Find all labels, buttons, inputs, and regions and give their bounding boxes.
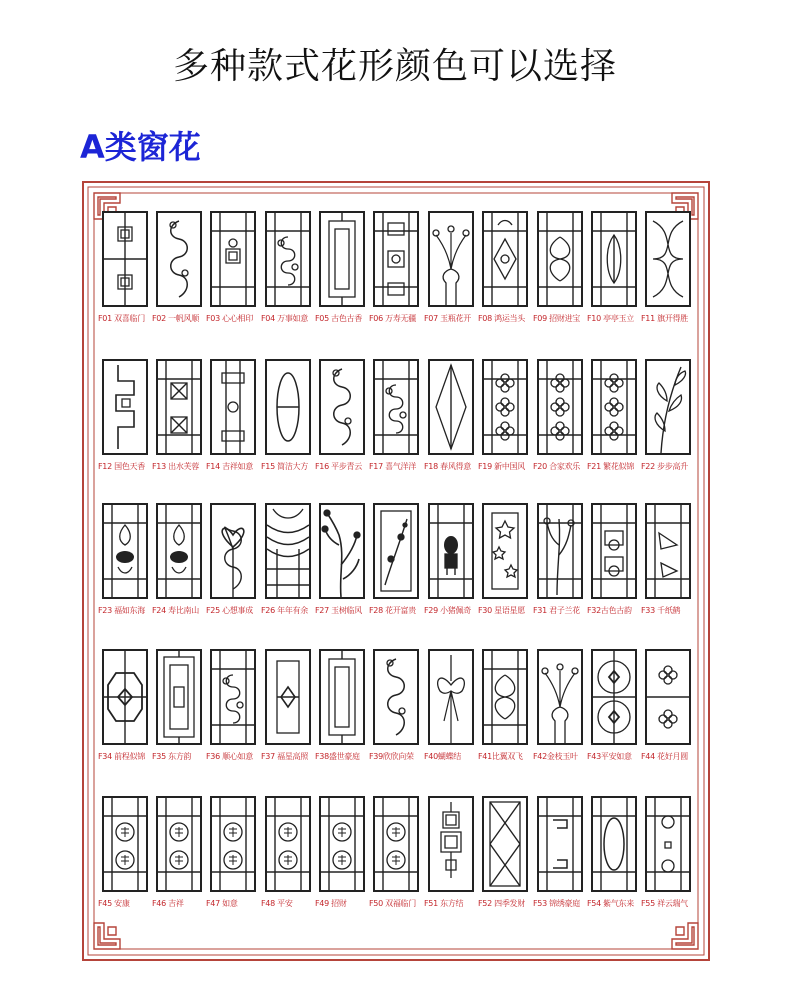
bow-pattern-icon xyxy=(428,649,474,745)
blocks-grid-pattern-icon xyxy=(591,503,637,599)
headline: 多种款式花形颜色可以选择 xyxy=(172,46,617,87)
pattern-label: F23 福如东海 xyxy=(98,606,145,615)
stars-pattern-icon xyxy=(482,503,528,599)
pattern-label: F36 顺心如意 xyxy=(206,752,253,761)
meander-pattern-icon xyxy=(102,359,148,455)
pattern-label: F11 旗开得胜 xyxy=(641,314,688,323)
pattern-card xyxy=(478,211,532,324)
meander-frame-pattern-icon xyxy=(537,796,583,892)
pattern-label: F24 寿比南山 xyxy=(152,606,199,615)
pattern-label: F37 福星高照 xyxy=(261,752,308,761)
medallion-pattern-icon xyxy=(156,796,202,892)
medallion-pattern-icon xyxy=(210,796,256,892)
pattern-label: F15 简洁大方 xyxy=(261,462,308,471)
scroll-pair-pattern-icon xyxy=(210,649,256,745)
pattern-card xyxy=(98,503,152,616)
pattern-label: F29 小猪佩奇 xyxy=(424,606,471,615)
pattern-card xyxy=(315,649,369,762)
pattern-label: F04 万事如意 xyxy=(261,314,308,323)
pattern-card xyxy=(315,503,369,616)
pattern-card xyxy=(206,649,260,762)
knot-double-pattern-icon xyxy=(102,211,148,307)
twist-pattern-icon xyxy=(645,211,691,307)
pattern-label: F41比翼双飞 xyxy=(478,752,523,761)
loops-pattern-icon xyxy=(537,211,583,307)
pattern-card xyxy=(152,359,206,472)
clover-pattern-icon xyxy=(482,359,528,455)
pattern-label: F38盛世豪庭 xyxy=(315,752,360,761)
pattern-card xyxy=(206,359,260,472)
pattern-label: F09 招财进宝 xyxy=(533,314,580,323)
pattern-card xyxy=(206,503,260,616)
pattern-card xyxy=(369,359,423,472)
pattern-card xyxy=(587,503,641,616)
pattern-card xyxy=(641,503,695,616)
pattern-card xyxy=(152,796,206,909)
pattern-label: F21 繁花似锦 xyxy=(587,462,634,471)
frame-bars-pattern-icon xyxy=(319,649,365,745)
ornament-pattern-icon xyxy=(156,503,202,599)
vase-pattern-icon xyxy=(537,649,583,745)
pattern-card xyxy=(206,211,260,324)
pattern-card xyxy=(478,359,532,472)
pattern-card xyxy=(641,796,695,909)
branch-frame-pattern-icon xyxy=(373,503,419,599)
pattern-card xyxy=(206,796,260,909)
scroll-pattern-icon xyxy=(373,649,419,745)
hearts-pattern-icon xyxy=(210,503,256,599)
pattern-label: F20 合家欢乐 xyxy=(533,462,580,471)
pattern-card xyxy=(424,796,478,909)
pattern-label: F01 双喜临门 xyxy=(98,314,145,323)
pattern-label: F27 玉树临风 xyxy=(315,606,362,615)
blocks-pattern-icon xyxy=(373,211,419,307)
pattern-card xyxy=(152,649,206,762)
scroll-pair-pattern-icon xyxy=(373,359,419,455)
pattern-label: F06 万寿无疆 xyxy=(369,314,416,323)
pattern-label: F52 四季发财 xyxy=(478,899,525,908)
pattern-card xyxy=(152,503,206,616)
catalog-frame xyxy=(82,181,710,961)
pattern-card xyxy=(478,503,532,616)
pattern-label: F19 新中国风 xyxy=(478,462,525,471)
pattern-card xyxy=(533,211,587,324)
x-cross-pattern-icon xyxy=(482,796,528,892)
pattern-card xyxy=(533,503,587,616)
pattern-label: F28 花开富贵 xyxy=(369,606,416,615)
pattern-label: F55 祥云瑞气 xyxy=(641,899,688,908)
pattern-card xyxy=(369,649,423,762)
pattern-label: F12 国色天香 xyxy=(98,462,145,471)
pattern-card xyxy=(315,359,369,472)
scroll-pattern-icon xyxy=(156,211,202,307)
pattern-label: F02 一帆风顺 xyxy=(152,314,199,323)
loops-pattern-icon xyxy=(482,649,528,745)
pattern-card xyxy=(641,211,695,324)
pattern-card xyxy=(533,796,587,909)
pattern-card xyxy=(98,211,152,324)
leaves-pattern-icon xyxy=(645,359,691,455)
pattern-label: F39欣欣向荣 xyxy=(369,752,414,761)
oval-pattern-icon xyxy=(265,359,311,455)
oval-frame-pattern-icon xyxy=(591,796,637,892)
pattern-label: F30 星语星愿 xyxy=(478,606,525,615)
pattern-label: F22 步步高升 xyxy=(641,462,688,471)
medallion-pattern-icon xyxy=(102,796,148,892)
leaf-diamond-pattern-icon xyxy=(591,211,637,307)
octagon-pattern-icon xyxy=(102,649,148,745)
circle-diamond-pattern-icon xyxy=(591,649,637,745)
pattern-card xyxy=(261,359,315,472)
circle-frame-pattern-icon xyxy=(645,796,691,892)
pattern-label: F03 心心相印 xyxy=(206,314,253,323)
section-title: A类窗花 xyxy=(80,128,201,166)
pattern-card xyxy=(369,503,423,616)
ornament-pattern-icon xyxy=(102,503,148,599)
pattern-label: F46 吉祥 xyxy=(152,899,184,908)
pattern-card xyxy=(587,359,641,472)
pattern-label: F31 君子兰花 xyxy=(533,606,580,615)
figure-pattern-icon xyxy=(428,503,474,599)
pattern-card xyxy=(533,359,587,472)
scroll-pattern-icon xyxy=(319,359,365,455)
pattern-label: F34 前程似锦 xyxy=(98,752,145,761)
knot-long-pattern-icon xyxy=(428,796,474,892)
pattern-label: F48 平安 xyxy=(261,899,293,908)
pattern-label: F07 玉瓶花开 xyxy=(424,314,471,323)
pattern-label: F47 如意 xyxy=(206,899,238,908)
pattern-label: F08 鸿运当头 xyxy=(478,314,525,323)
clover-pattern-icon xyxy=(591,359,637,455)
pattern-card xyxy=(261,649,315,762)
pattern-label: F54 紫气东来 xyxy=(587,899,634,908)
frame-bars-pattern-icon xyxy=(319,211,365,307)
diamond-pattern-icon xyxy=(482,211,528,307)
pattern-card xyxy=(369,796,423,909)
pattern-card xyxy=(424,503,478,616)
scroll-pair-pattern-icon xyxy=(265,211,311,307)
pattern-card xyxy=(587,211,641,324)
pattern-label: F10 亭亭玉立 xyxy=(587,314,634,323)
medallion-pattern-icon xyxy=(319,796,365,892)
pattern-card xyxy=(424,649,478,762)
medallion-pattern-icon xyxy=(373,796,419,892)
pattern-card xyxy=(98,796,152,909)
pattern-card xyxy=(98,359,152,472)
tree-pattern-icon xyxy=(319,503,365,599)
pattern-card xyxy=(587,649,641,762)
pattern-label: F32古色古韵 xyxy=(587,606,632,615)
diamond-long-pattern-icon xyxy=(428,359,474,455)
lattice-pattern-icon xyxy=(265,503,311,599)
pattern-card xyxy=(98,649,152,762)
pattern-card xyxy=(261,796,315,909)
medallion-pattern-icon xyxy=(265,796,311,892)
clover-pattern-icon xyxy=(537,359,583,455)
pattern-card xyxy=(641,649,695,762)
pattern-card xyxy=(424,359,478,472)
pattern-label: F42金枝玉叶 xyxy=(533,752,578,761)
pattern-card xyxy=(478,649,532,762)
pattern-card xyxy=(641,359,695,472)
vase-pattern-icon xyxy=(428,211,474,307)
pattern-label: F13 出水芙蓉 xyxy=(152,462,199,471)
orchid-pattern-icon xyxy=(537,503,583,599)
pattern-label: F26 年年有余 xyxy=(261,606,308,615)
nested-pattern-icon xyxy=(156,649,202,745)
pattern-label: F49 招财 xyxy=(315,899,347,908)
center-diamond-pattern-icon xyxy=(265,649,311,745)
pattern-label: F35 东方韵 xyxy=(152,752,192,761)
pattern-label: F50 双福临门 xyxy=(369,899,416,908)
pattern-label: F25 心想事成 xyxy=(206,606,253,615)
pattern-label: F44 花好月圆 xyxy=(641,752,688,761)
pattern-label: F16 平步青云 xyxy=(315,462,362,471)
pattern-card xyxy=(424,211,478,324)
pattern-label: F53 锦绣豪庭 xyxy=(533,899,580,908)
cross-box-pattern-icon xyxy=(156,359,202,455)
knot-pattern-icon xyxy=(210,211,256,307)
pattern-card xyxy=(152,211,206,324)
pattern-label: F14 吉祥如意 xyxy=(206,462,253,471)
pattern-label: F51 东方结 xyxy=(424,899,464,908)
pattern-label: F17 喜气洋洋 xyxy=(369,462,416,471)
pattern-card xyxy=(261,211,315,324)
pattern-card xyxy=(587,796,641,909)
bars-squares-pattern-icon xyxy=(210,359,256,455)
pattern-label: F18 春风得意 xyxy=(424,462,471,471)
pattern-card xyxy=(369,211,423,324)
clover-frame-pattern-icon xyxy=(645,649,691,745)
pattern-label: F40蝴蝶结 xyxy=(424,752,461,761)
pattern-card xyxy=(315,211,369,324)
pattern-card xyxy=(261,503,315,616)
pattern-label: F33 千纸鹤 xyxy=(641,606,681,615)
pattern-label: F43平安如意 xyxy=(587,752,632,761)
pattern-label: F45 安康 xyxy=(98,899,130,908)
pattern-label: F05 古色古香 xyxy=(315,314,362,323)
pattern-card xyxy=(478,796,532,909)
pattern-card xyxy=(533,649,587,762)
pattern-card xyxy=(315,796,369,909)
crane-pattern-icon xyxy=(645,503,691,599)
